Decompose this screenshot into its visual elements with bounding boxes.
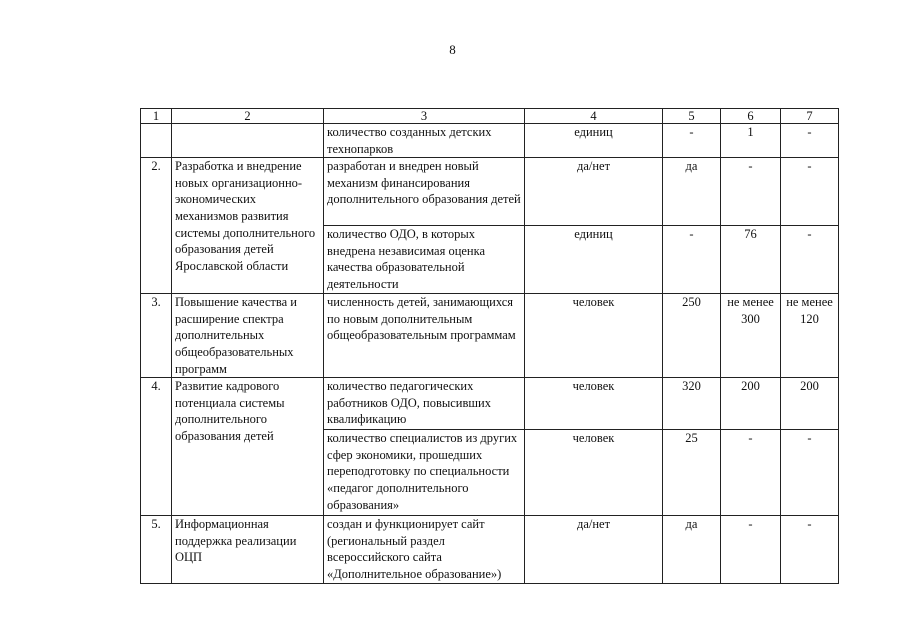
indicator-text: количество специалистов из других сфер экономики, прошедших переподготовку по специальности «педагог дополнительного образования» xyxy=(324,430,525,516)
indicator-text: количество созданных детских технопарков xyxy=(324,124,525,158)
column-header: 4 xyxy=(525,109,663,124)
value-col5: 25 xyxy=(663,430,721,516)
unit-cell: да/нет xyxy=(525,158,663,226)
value-col7: - xyxy=(781,516,839,584)
task-name: Повышение качества и расширение спектра дополнительных общеобразовательных программ xyxy=(172,294,324,378)
value-col6: 200 xyxy=(721,378,781,430)
indicators-table xyxy=(140,108,839,584)
column-header: 5 xyxy=(663,109,721,124)
column-header: 6 xyxy=(721,109,781,124)
unit-cell: единиц xyxy=(525,124,663,158)
row-number: 3. xyxy=(141,294,172,378)
table-row xyxy=(141,294,839,378)
unit-cell: человек xyxy=(525,294,663,378)
task-name: Разработка и внедрение новых организационно-экономических механизмов развития системы дополнительного образования детей Ярославской области xyxy=(172,158,324,294)
table-row xyxy=(141,158,839,226)
unit-cell: человек xyxy=(525,430,663,516)
header-row xyxy=(141,109,839,124)
column-header: 7 xyxy=(781,109,839,124)
value-col6: не менее 300 xyxy=(721,294,781,378)
value-col7: не менее 120 xyxy=(781,294,839,378)
task-name xyxy=(172,124,324,158)
unit-cell: единиц xyxy=(525,226,663,294)
value-col6: - xyxy=(721,430,781,516)
value-col7: - xyxy=(781,158,839,226)
value-col6: 1 xyxy=(721,124,781,158)
value-col5: - xyxy=(663,124,721,158)
column-header: 1 xyxy=(141,109,172,124)
column-header: 2 xyxy=(172,109,324,124)
indicator-text: численность детей, занимающихся по новым дополнительным общеобразовательным программам xyxy=(324,294,525,378)
table-row xyxy=(141,378,839,430)
task-name: Информационная поддержка реализации ОЦП xyxy=(172,516,324,584)
page-number: 8 xyxy=(449,42,456,57)
indicator-text: количество ОДО, в которых внедрена независимая оценка качества образовательной деятельности xyxy=(324,226,525,294)
value-col5: 320 xyxy=(663,378,721,430)
value-col7: - xyxy=(781,226,839,294)
table-row xyxy=(141,516,839,584)
value-col7: - xyxy=(781,124,839,158)
row-number: 4. xyxy=(141,378,172,516)
indicator-text: создан и функционирует сайт (региональный раздел всероссийского сайта «Дополнительное образование») xyxy=(324,516,525,584)
value-col5: да xyxy=(663,516,721,584)
row-number: 2. xyxy=(141,158,172,294)
column-header: 3 xyxy=(324,109,525,124)
unit-cell: человек xyxy=(525,378,663,430)
indicator-text: разработан и внедрен новый механизм финансирования дополнительного образования детей xyxy=(324,158,525,226)
row-number xyxy=(141,124,172,158)
value-col7: 200 xyxy=(781,378,839,430)
table-row xyxy=(141,124,839,158)
value-col6: 76 xyxy=(721,226,781,294)
value-col5: да xyxy=(663,158,721,226)
unit-cell: да/нет xyxy=(525,516,663,584)
value-col6: - xyxy=(721,158,781,226)
value-col5: - xyxy=(663,226,721,294)
value-col7: - xyxy=(781,430,839,516)
row-number: 5. xyxy=(141,516,172,584)
value-col5: 250 xyxy=(663,294,721,378)
value-col6: - xyxy=(721,516,781,584)
task-name: Развитие кадрового потенциала системы дополнительного образования детей xyxy=(172,378,324,516)
indicator-text: количество педагогических работников ОДО, повысивших квалификацию xyxy=(324,378,525,430)
